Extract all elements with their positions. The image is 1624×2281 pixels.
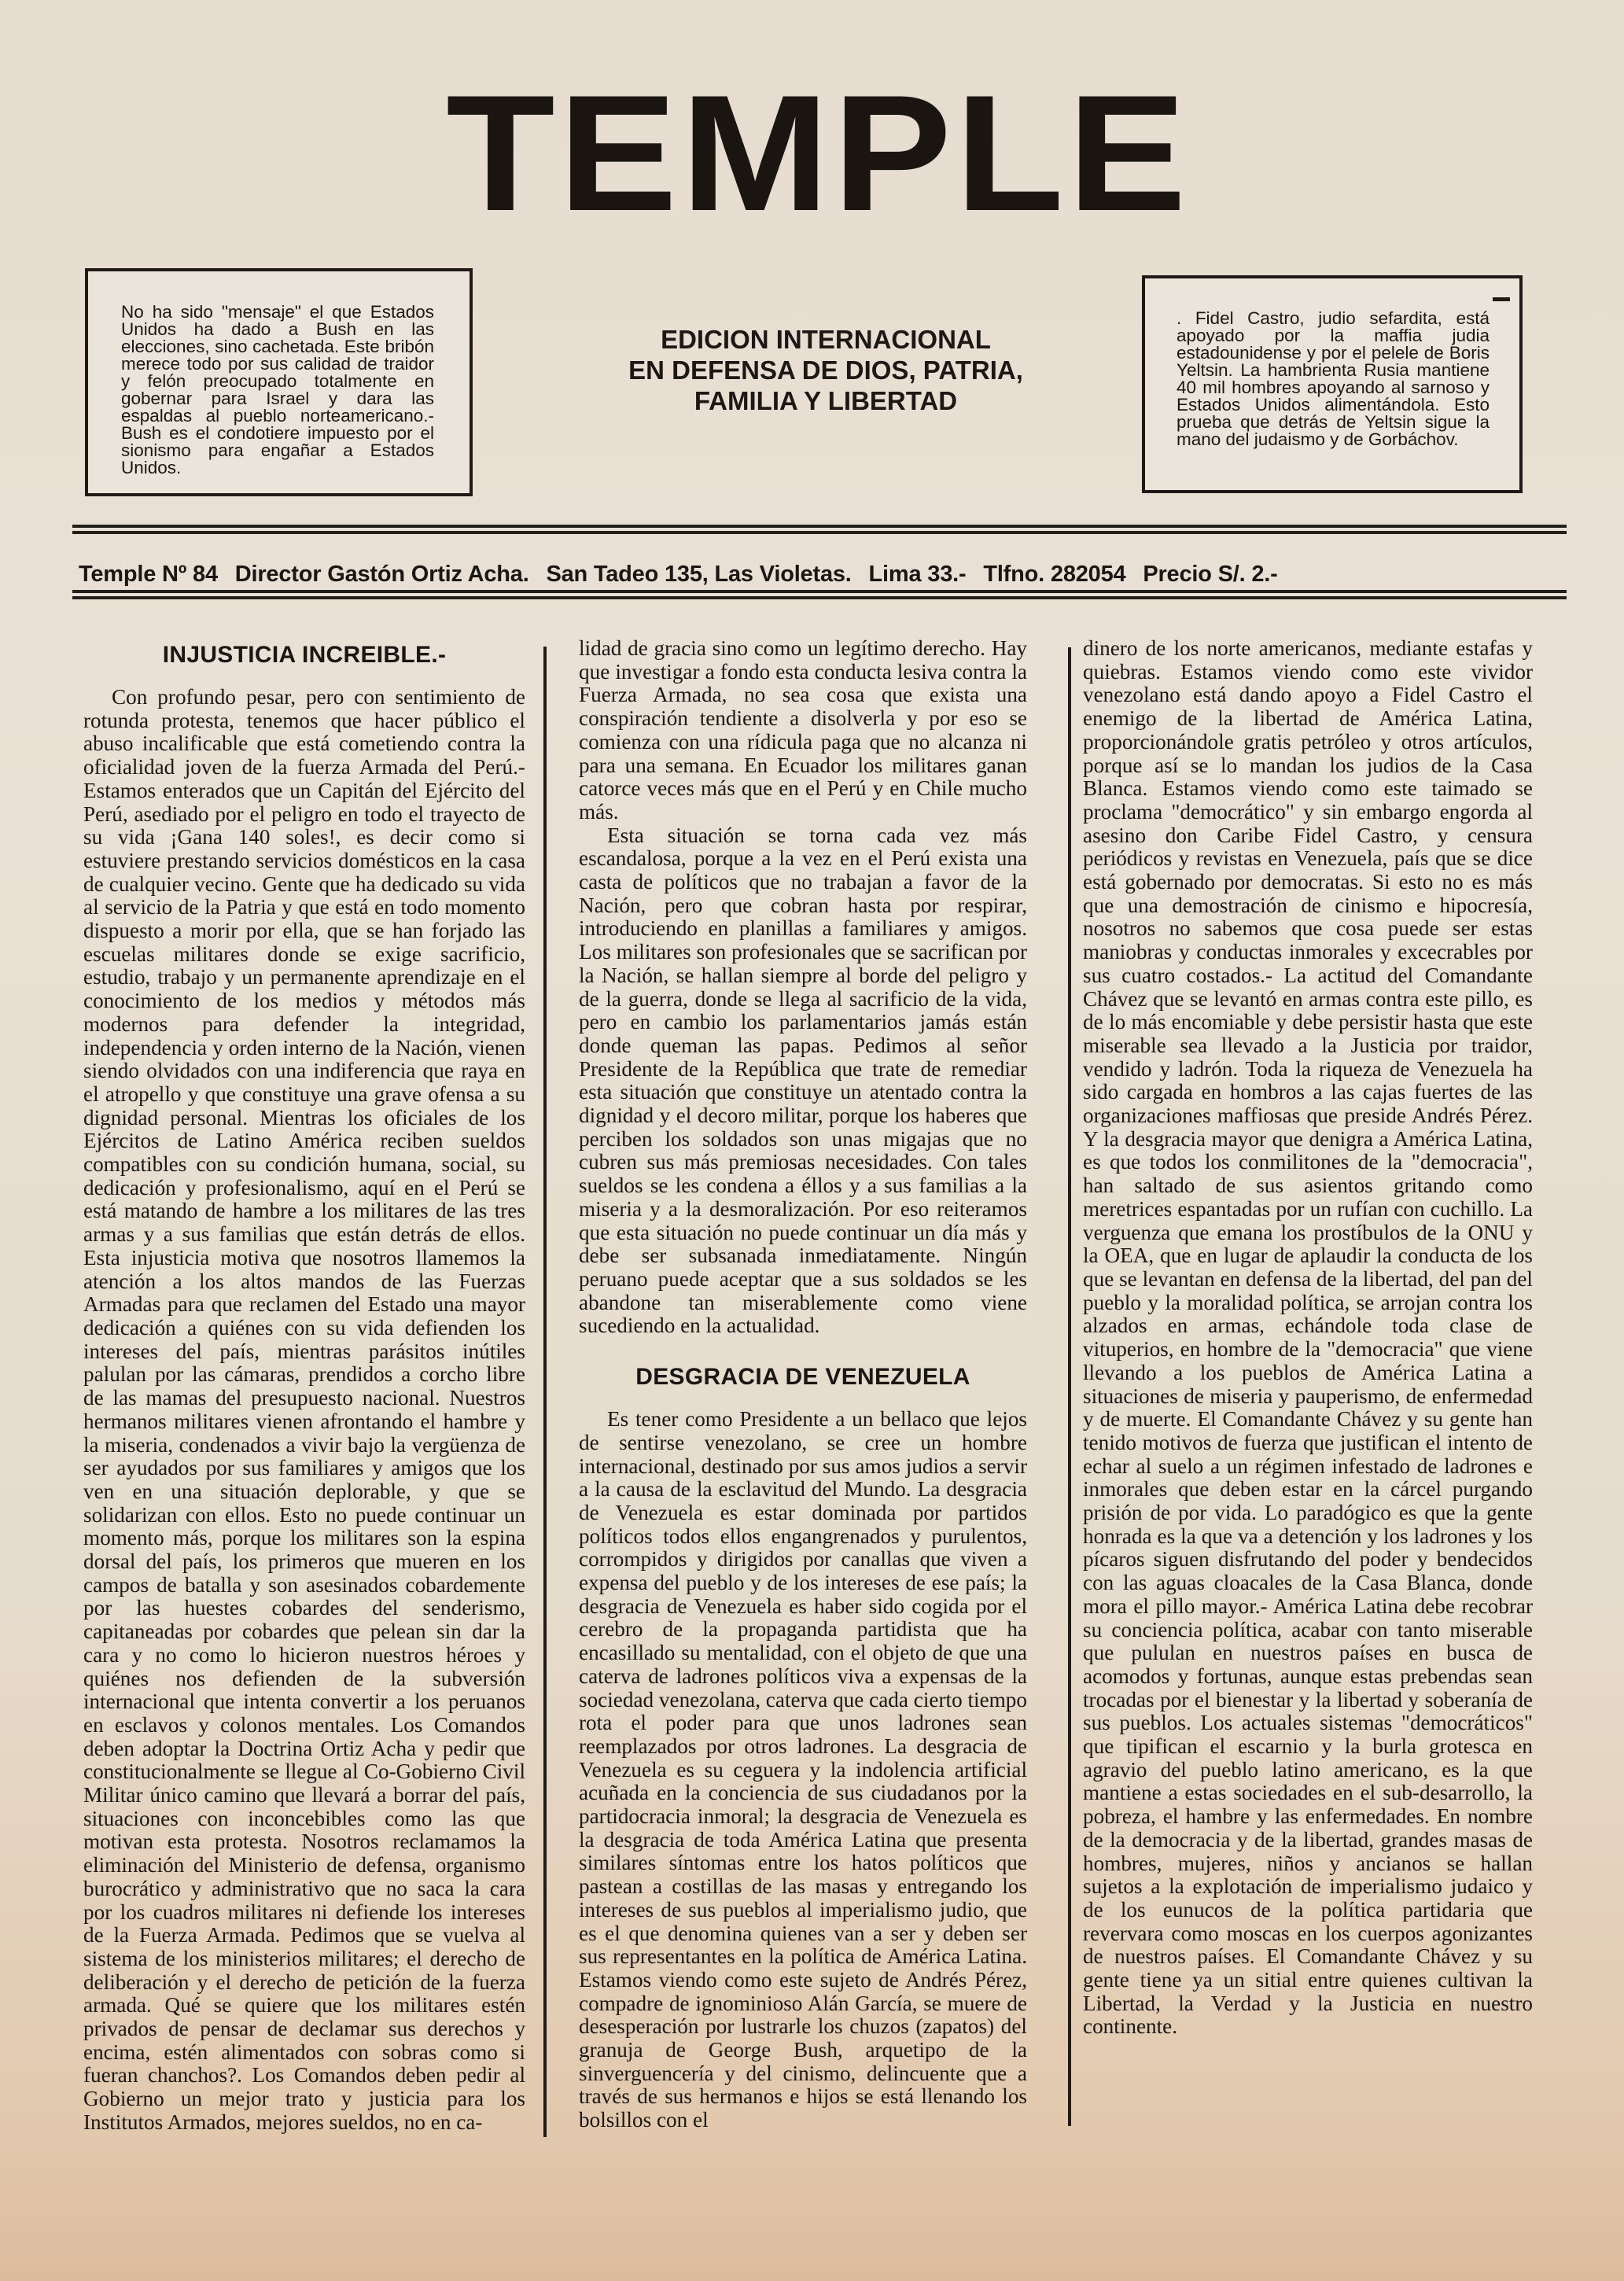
right-editorial-box — [1142, 275, 1523, 493]
phone: Tlfno. 282054 — [983, 562, 1126, 587]
tagline-line-1: EDICION INTERNACIONAL — [661, 325, 991, 354]
city: Lima 33.- — [868, 562, 967, 587]
masthead-title: TEMPLE — [446, 61, 1190, 245]
publication-info-bar — [79, 560, 1557, 588]
column-divider-2 — [1068, 647, 1071, 2126]
edition-tagline — [543, 324, 1109, 416]
article-1-paragraph-1: Con profundo pesar, pero con sentimiento de rotunda protesta, tenemos que hacer público el abuso incalificable que está cometiendo contra la oficialidad joven de la fuerza Armada del Perú.- Estamos enterados que un Capitán del Ejército del Perú, asediado por el peligro en todo el trayecto de su vida ¡Gana 140 soles!, es decir como si estuviere prestando servicios domésticos en la casa de cualquier vecino. Gente que ha dedicado su vida al servicio de la Patria y que está en todo momento dispuesto a morir por ella, que se han forjado las escuelas militares donde se exige sacrificio, estudio, trabajo y un permanente aprendizaje en el conocimiento de los medios y métodos más modernos para defender la integridad, independencia y orden interno de la Nación, vienen siendo olvidados con una indiferencia que raya en el atropello y que constituye una grave ofensa a su dignidad personal. Mientras los oficiales de los Ejércitos de Latino América reciben sueldos compatibles con su condición humana, social, su dedicación y profesionalismo, aquí en el Perú se está matando de hambre a los militares de las tres armas y a sus familias que están detrás de ellos. Esta injusticia motiva que nosotros llamemos la atención a los altos mandos de las Fuerzas Armadas para que reclamen del Estado una mayor dedicación a quiénes con su vida defienden los intereses del país, mientras parásitos inútiles palulan por las cámaras, prendidos a corcho libre de las mamas del presupuesto nacional. Nuestros hermanos militares vienen afrontando el hambre y la miseria, condenados a vivir bajo la vergüenza de ser ayudados por sus familiares y amigos que los ven en una situación deplorable, y que se solidarizan con ellos. Esto no puede continuar un momento más, porque los militares son la espina dorsal del país, los primeros que mueren en los campos de batalla y son asesinados cobardemente por las huestes cobardes del senderismo, capitaneadas por cobardes que pelean sin dar la cara y no como lo hicieron nuestros héroes y quiénes nos defienden de la subversión internacional que intenta convertir a los peruanos en esclavos y colonos mentales. Los Comandos deben adoptar la Doctrina Ortiz Acha y pedir que constitucionalmente se llegue al Co-Gobierno Civil Militar único camino que llevará a borrar del país, situaciones con inconcebibles como las que motivan esta protesta. Nosotros reclamamos la eliminación del Ministerio de defensa, organismo burocrático y administrativo que no saca la cara por los cuadros militares ni defiende los intereses de la Fuerza Armada. Pedimos que se vuelva al sistema de los ministerios militares; el derecho de deliberación y el derecho de petición de la fuerza armada. Qué se quiere que los militares estén privados de pensar de declamar sus derechos y encima, estén alimentados con sobras como si fueran chanchos?. Los Comandos deben pedir al Gobierno un mejor trato y justicia para los Institutos Armados, mejores sueldos, no en ca- — [83, 685, 525, 2134]
director-name: Director Gastón Ortiz Acha. — [234, 562, 529, 587]
column-divider-1 — [543, 647, 547, 2137]
column-1 — [83, 637, 525, 2135]
corner-mark-icon — [1493, 297, 1510, 301]
article-1-paragraph-2: lidad de gracia sino como un legítimo derecho. Hay que investigar a fondo esta conducta lesiva contra la Fuerza Armada, no sea cosa que exista una conspiración tendiente a disolverla y por eso se comienza con una rídicula paga que no alcanza ni para una semana. En Ecuador los militares ganan catorce veces más que en el Perú y en Chile mucho más. — [579, 636, 1027, 824]
column-3 — [1083, 637, 1533, 2039]
column-2 — [579, 637, 1027, 2132]
price: Precio S/. 2.- — [1143, 562, 1278, 587]
address: San Tadeo 135, Las Violetas. — [546, 562, 852, 587]
article-2-paragraph-part-2: dinero de los norte americanos, mediante estafas y quiebras. Estamos viendo como este vividor venezolano está dando apoyo a Fidel Castro el enemigo de la libertad de América Latina, proporcionándole gratis petróleo y otros artículos, porque así se lo mandan los judios de la Casa Blanca. Estamos viendo como este taimado se proclama "democrático" y sin embargo engorda al asesino don Caribe Fidel Castro, y censura periódicos y revistas en Venezuela, país que se dice está gobernado por democratas. Si esto no es más que una demostración de cinismo e hipocresía, nosotros no sabemos que cosa puede ser estas maniobras y conductas inmorales y excecrables por sus cuatro costados.- La actitud del Comandante Chávez que se levantó en armas contra este pillo, es de lo más encomiable y debe persistir hasta que este miserable sea llevado a la Justicia por traidor, vendido y ladrón. Toda la riqueza de Venezuela ha sido cargada en hombros a las cajas fuertes de las organizaciones maffiosas que preside Andrés Pérez. Y la desgracia mayor que denigra a América Latina, es que todos los conmilitones de la "democracia", han saltado de sus asientos gritando como meretrices espantadas por un rufían con cuchillo. La verguenza que emana los prostíbulos de la ONU y la OEA, que en lugar de aplaudir la conducta de los que se levantan en defensa de la libertad, del pan del pueblo y la moralidad política, se arrojan contra los alzados en armas, echándole toda clase de vituperios, en hombre de la "democracia" que viene llevando a los pueblos de América Latina a situaciones de miseria y pauperismo, de enfermedad y de muerte. El Comandante Chávez y su gente han tenido motivos de fuerza que justifican el intento de echar al suelo a un régimen infestado de ladrones e inmorales que deben estar en la cárcel purgando prisión de por vida. Lo paradógico es que la gente honrada es la que va a detención y los ladrones y los pícaros siguen disfrutando del poder y bendecidos con las aguas cloacales de la Casa Blanca, donde mora el pillo mayor.- América Latina debe recobrar su conciencia política, acabar con tanto miserable que pululan en nuestros países en busca de acomodos y fortunas, aunque estas prebendas sean trocadas por el bienestar y la libertad y soberanía de sus pueblos. Los actuales sistemas "democráticos" que tipifican el escarnio y la burla grotesca en agravio del pueblo latino americano, es la que mantiene a estas sociedades en el sub-desarrollo, la pobreza, el hambre y las enfermedades. En nombre de la democracia y de la libertad, grandes masas de hombres, mujeres, niños y ancianos se hallan sujetos a la explotación de imperialismo judaico y de los eunucos de la política partidaria que revervara como moscas en los cuerpos agonizantes de nuestros países. El Comandante Chávez y su gente tiene ya un sitial entre quienes cultivan la Libertad, la Verdad y la Justicia en nuestro continente. — [1083, 636, 1533, 2039]
article-2-paragraph-part-1: Es tener como Presidente a un bellaco que lejos de sentirse venezolano, se cree un hombre internacional, destinado por sus amos judios a servir a la causa de la esclavitud del Mundo. La desgracia de Venezuela es estar dominada por partidos políticos todos ellos engangrenados y purulentos, corrompidos y dirigidos por canallas que viven a expensa del pueblo y de los intereses de ese país; la desgracia de Venezuela es haber sido cogida por el cerebro de la propaganda partidista que ha encasillado su mentalidad, con el objeto de que una caterva de ladrones políticos viva a expensas de la sociedad venezolana, caterva que cada cierto tiempo rota el poder para que unos ladrones sean reemplazados por otros ladrones. La desgracia de Venezuela es su ceguera y la indolencia artificial acuñada en la conciencia de sus ciudadanos por la partidocracia inmoral; la desgracia de Venezuela es la desgracia de toda América Latina que presenta similares síntomas entre los hatos políticos que pastean a costillas de las masas y entregando los intereses de sus pueblos al imperialismo judio, que es el que denomina quienes van a ser y deben ser sus representantes en la política de América Latina. Estamos viendo como este sujeto de Andrés Pérez, compadre de ignominioso Alán García, se muere de desesperación por lustrarle los chuzos (zapatos) del granuja de George Bush, arquetipo de la sinverguencería y del cinismo, delincuente que a través de sus hermanos e hijos se está llenando los bolsillos con el — [579, 1407, 1027, 2132]
article-1-headline: INJUSTICIA INCREIBLE.- — [162, 642, 447, 668]
tagline-line-2: EN DEFENSA DE DIOS, PATRIA, — [628, 356, 1023, 385]
tagline-line-3: FAMILIA Y LIBERTAD — [694, 386, 958, 415]
double-rule-bottom — [72, 590, 1567, 601]
right-box-text: . Fidel Castro, judio sefardita, está apoyado por la maffia judia estadounidense y por el pelele de Boris Yeltsin. La hambrienta Rusia mantiene 40 mil hombres apoyando al sarnoso y Estados Unidos alimentándola. Esto prueba que detrás de Yeltsin sigue la mano del judaismo y de Gorbáchov. — [1177, 308, 1490, 449]
issue-number: Temple Nº 84 — [79, 562, 218, 587]
article-2-headline: DESGRACIA DE VENEZUELA — [635, 1364, 970, 1391]
double-rule-top — [72, 525, 1567, 536]
article-1-paragraph-3: Esta situación se torna cada vez más escandalosa, porque a la vez en el Perú exista una casta de políticos que no trabajan a favor de la Nación, pero que cobran hasta por respirar, introduciendo en planillas a familiares y amigos. Los militares son profesionales que se sacrifican por la Nación, se hallan siempre al borde del peligro y de la guerra, donde se llega al sacrificio de la vida, pero en cambio los parlamentarios jamás están donde queman las papas. Pedimos al señor Presidente de la República que trate de remediar esta situación que constituye un atentado contra la dignidad y el decoro militar, porque los haberes que perciben los soldados son unas migajas que no cubren sus más premiosas necesidades. Con tales sueldos se les condena a éllos y a sus familias a la miseria y a la desmoralización. Por eso reiteramos que esta situación no puede continuar un día más y debe ser subsanada inmediatamente. Ningún peruano puede aceptar que a sus soldados se les abandone tan miserablemente como viene sucediendo en la actualidad. — [579, 823, 1028, 1338]
left-box-text: No ha sido "mensaje" el que Estados Unidos ha dado a Bush en las elecciones, sino cachetada. Este bribón merece todo por sus calidad de traidor y felón preocupado totalmente en gobernar para Israel y dara las espaldas al pueblo norteamericano.- Bush es el condotiere impuesto por el sionismo para engañar a Estados Unidos. — [121, 302, 434, 477]
left-editorial-box — [85, 268, 473, 496]
